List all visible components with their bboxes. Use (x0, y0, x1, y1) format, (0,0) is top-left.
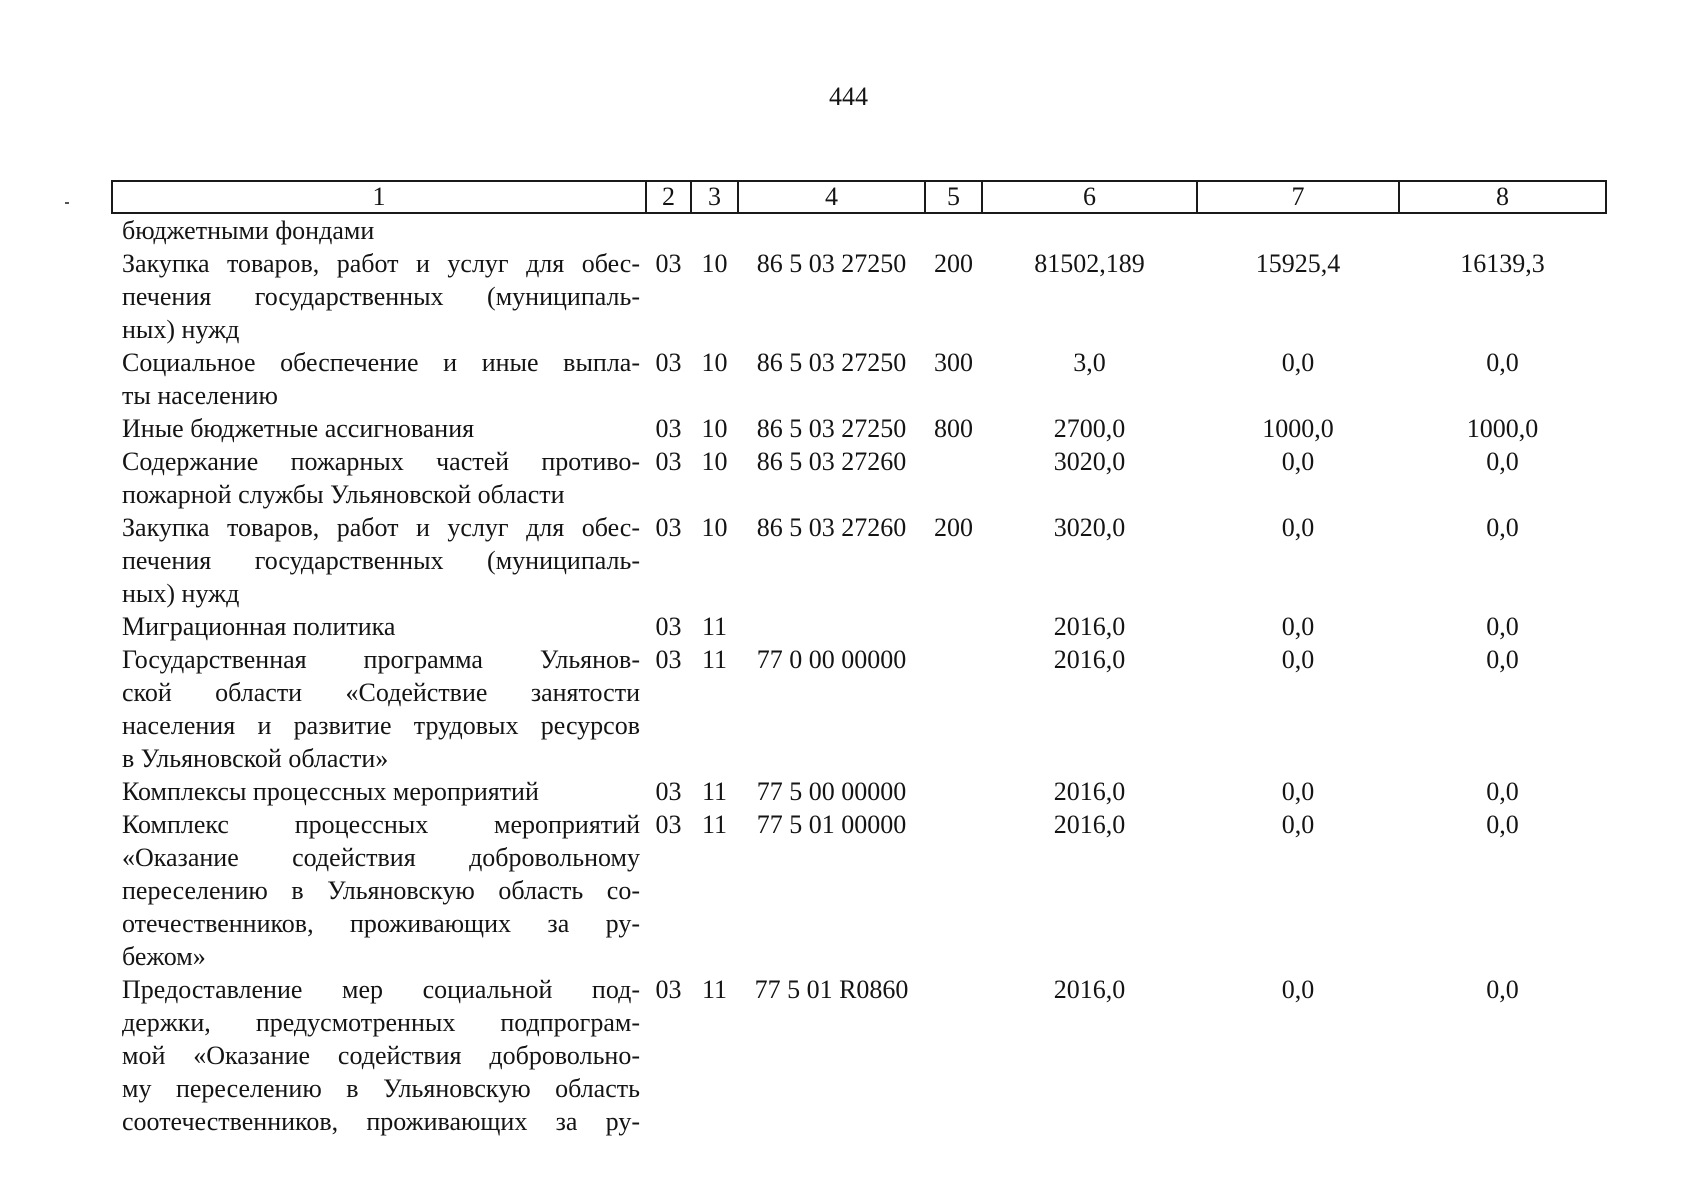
target-article-code (738, 213, 925, 247)
amount-col8: 0,0 (1486, 975, 1519, 1004)
row-name-line: населения и развитие трудовых ресурсов (122, 711, 640, 740)
target-article-code (738, 610, 925, 643)
section-code: 03 (655, 810, 682, 839)
row-name-line: пожарной службы Ульяновской области (122, 480, 565, 509)
amount-col8: 0,0 (1486, 612, 1519, 641)
table-row (112, 643, 1606, 775)
target-article-code: 77 5 00 00000 (756, 777, 907, 806)
amount-col8: 1000,0 (1466, 414, 1539, 443)
table-row (112, 445, 1606, 511)
row-name-line: ных) нужд (122, 315, 240, 344)
row-name-line: Государственная программа Ульянов- (122, 645, 640, 674)
amount-col6: 81502,189 (1034, 249, 1145, 278)
amount-col7: 0,0 (1281, 348, 1315, 377)
row-name-line: Миграционная политика (122, 612, 396, 641)
expense-type-code (925, 213, 982, 247)
table-row (112, 511, 1606, 610)
subsection-code: 10 (701, 513, 728, 542)
row-name-line: Комплекс процессных мероприятий (122, 810, 640, 839)
row-name-line: бюджетными фондами (122, 216, 375, 245)
subsection-code: 11 (701, 612, 728, 641)
amount-col6: 3020,0 (1053, 447, 1126, 476)
table-row (112, 213, 1606, 247)
header-cell: 2 (646, 181, 691, 213)
row-name-line: Комплексы процессных мероприятий (122, 777, 539, 806)
row-name (112, 973, 646, 1138)
target-article-code: 77 5 01 R0860 (754, 975, 909, 1004)
budget-table (111, 180, 1607, 1138)
expense-type-code: 800 (934, 414, 973, 443)
table-row (112, 973, 1606, 1138)
header-cell: 4 (738, 181, 925, 213)
header-row (112, 181, 1606, 213)
row-name (112, 445, 646, 511)
row-name (112, 412, 646, 445)
section-code: 03 (655, 414, 682, 443)
table-row (112, 610, 1606, 643)
row-name-line: мой «Оказание содействия добровольно- (122, 1041, 640, 1070)
header-cell: 5 (925, 181, 982, 213)
target-article-code: 77 0 00 00000 (756, 645, 907, 674)
amount-col8: 16139,3 (1460, 249, 1545, 278)
table-row (112, 247, 1606, 346)
section-code: 03 (655, 513, 682, 542)
amount-col7: 0,0 (1281, 975, 1315, 1004)
target-article-code: 77 5 01 00000 (756, 810, 907, 839)
table-row (112, 346, 1606, 412)
row-name-line: ных) нужд (122, 579, 240, 608)
row-name-line: Иные бюджетные ассигнования (122, 414, 475, 443)
target-article-code: 86 5 03 27260 (756, 447, 907, 476)
subsection-code (691, 213, 738, 247)
amount-col7: 0,0 (1281, 612, 1315, 641)
target-article-code: 86 5 03 27260 (756, 513, 907, 542)
amount-col6: 2016,0 (1053, 612, 1126, 641)
expense-type-code: 300 (934, 348, 973, 377)
row-name-line: переселению в Ульяновскую область со- (122, 876, 640, 905)
table-body (112, 213, 1606, 1138)
section-code: 03 (655, 249, 682, 278)
row-name-line: Закупка товаров, работ и услуг для обес- (122, 249, 640, 278)
amount-col6: 3,0 (1073, 348, 1106, 377)
row-name-line: в Ульяновской области» (122, 744, 389, 773)
amount-col6: 2016,0 (1053, 975, 1126, 1004)
amount-col8: 0,0 (1486, 348, 1519, 377)
stray-mark (65, 202, 69, 204)
row-name-line: соотечественников, проживающих за ру- (122, 1107, 640, 1136)
amount-col7: 0,0 (1281, 513, 1315, 542)
amount-col6: 2016,0 (1053, 810, 1126, 839)
amount-col8: 0,0 (1486, 645, 1519, 674)
row-name-line: ты населению (122, 381, 278, 410)
header-cell: 7 (1197, 181, 1399, 213)
header-cell: 1 (112, 181, 646, 213)
amount-col7 (1197, 213, 1399, 247)
amount-col6: 2016,0 (1053, 777, 1126, 806)
section-code: 03 (655, 348, 682, 377)
row-name-line: печения государственных (муниципаль- (122, 546, 640, 575)
row-name (112, 346, 646, 412)
table-row (112, 412, 1606, 445)
row-name-line: «Оказание содействия добровольному (122, 843, 640, 872)
header-cell: 8 (1399, 181, 1606, 213)
subsection-code: 10 (701, 414, 728, 443)
amount-col8: 0,0 (1486, 810, 1519, 839)
subsection-code: 10 (701, 348, 728, 377)
expense-type-code (925, 643, 982, 775)
amount-col8 (1399, 213, 1606, 247)
section-code: 03 (655, 447, 682, 476)
subsection-code: 11 (701, 645, 728, 674)
subsection-code: 10 (701, 447, 728, 476)
expense-type-code (925, 610, 982, 643)
amount-col7: 1000,0 (1262, 414, 1334, 443)
subsection-code: 11 (701, 975, 728, 1004)
row-name (112, 610, 646, 643)
expense-type-code (925, 445, 982, 511)
amount-col7: 15925,4 (1255, 249, 1341, 278)
amount-col6: 3020,0 (1053, 513, 1126, 542)
subsection-code: 11 (701, 810, 728, 839)
amount-col6: 2700,0 (1053, 414, 1126, 443)
row-name (112, 247, 646, 346)
amount-col8: 0,0 (1486, 447, 1519, 476)
amount-col7: 0,0 (1281, 645, 1315, 674)
row-name-line: Закупка товаров, работ и услуг для обес- (122, 513, 640, 542)
row-name-line: печения государственных (муниципаль- (122, 282, 640, 311)
row-name-line: му переселению в Ульяновскую область (122, 1074, 640, 1103)
row-name-line: ской области «Содействие занятости (122, 678, 640, 707)
row-name (112, 808, 646, 973)
row-name-line: бежом» (122, 942, 206, 971)
section-code (646, 213, 691, 247)
page-number: 444 (829, 82, 868, 111)
section-code: 03 (655, 612, 682, 641)
row-name (112, 775, 646, 808)
amount-col8: 0,0 (1486, 777, 1519, 806)
header-cell: 3 (691, 181, 738, 213)
expense-type-code (925, 775, 982, 808)
subsection-code: 10 (701, 249, 728, 278)
row-name-line: Социальное обеспечение и иные выпла- (122, 348, 640, 377)
amount-col7: 0,0 (1281, 810, 1315, 839)
row-name-line: Содержание пожарных частей противо- (122, 447, 640, 476)
target-article-code: 86 5 03 27250 (756, 414, 907, 443)
row-name (112, 213, 646, 247)
table-row (112, 808, 1606, 973)
amount-col7: 0,0 (1281, 777, 1315, 806)
expense-type-code: 200 (934, 249, 973, 278)
section-code: 03 (655, 975, 682, 1004)
row-name-line: держки, предусмотренных подпрограм- (122, 1008, 640, 1037)
amount-col8: 0,0 (1486, 513, 1519, 542)
target-article-code: 86 5 03 27250 (756, 249, 907, 278)
amount-col6 (982, 213, 1197, 247)
subsection-code: 11 (701, 777, 728, 806)
section-code: 03 (655, 777, 682, 806)
amount-col7: 0,0 (1281, 447, 1315, 476)
expense-type-code: 200 (934, 513, 973, 542)
row-name (112, 643, 646, 775)
target-article-code: 86 5 03 27250 (756, 348, 907, 377)
amount-col6: 2016,0 (1053, 645, 1126, 674)
row-name-line: отечественников, проживающих за ру- (122, 909, 640, 938)
row-name (112, 511, 646, 610)
expense-type-code (925, 808, 982, 973)
table-row (112, 775, 1606, 808)
header-cell: 6 (982, 181, 1197, 213)
row-name-line: Предоставление мер социальной под- (122, 975, 640, 1004)
section-code: 03 (655, 645, 682, 674)
expense-type-code (925, 973, 982, 1138)
